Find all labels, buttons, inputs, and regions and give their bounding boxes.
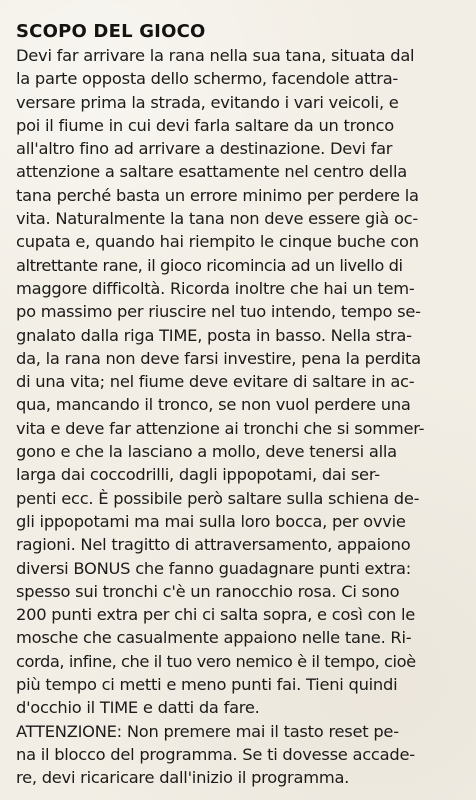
text-line: gnalato dalla riga TIME, posta in basso. Nella stra-: [16, 325, 412, 345]
text-line: attenzione a saltare esattamente nel centro della: [16, 162, 407, 182]
text-line: larga dai coccodrilli, dagli ippopotami, dai ser-: [16, 465, 380, 485]
text-line: vita. Naturalmente la tana non deve essere già oc-: [16, 209, 418, 229]
text-line: altrettante rane, il gioco ricomincia ad un livello di: [16, 255, 403, 275]
text-line: all'altro fino ad arrivare a destinazione. Devi far: [16, 139, 393, 159]
text-line: versare prima la strada, evitando i vari veicoli, e: [16, 92, 399, 112]
text-line: maggore difficoltà. Ricorda inoltre che hai un tem-: [16, 278, 415, 298]
text-line: gono e che la lasciano a mollo, deve tenersi alla: [16, 442, 397, 462]
text-line: vita e deve far attenzione ai tronchi che si sommer-: [16, 418, 425, 438]
text-line: d'occhio il TIME e datti da fare.: [16, 698, 260, 718]
page-title: SCOPO DEL GIOCO: [16, 21, 206, 42]
text-line: da, la rana non deve farsi investire, pena la perdita: [16, 348, 421, 368]
text-line: cupata e, quando hai riempito le cinque buche con: [16, 232, 419, 252]
text-line: più tempo ci metti e meno punti fai. Tieni quindi: [16, 675, 398, 695]
text-line: po massimo per riuscire nel tuo intendo, tempo se-: [16, 302, 421, 322]
text-line: ragioni. Nel tragitto di attraversamento, appaiono: [16, 535, 411, 555]
text-line: corda, infine, che il tuo vero nemico è il tempo, cioè: [16, 651, 416, 671]
text-line: diversi BONUS che fanno guadagnare punti extra:: [16, 558, 411, 578]
text-line: tana perché basta un errore minimo per perdere la: [16, 185, 419, 205]
text-line: ATTENZIONE: Non premere mai il tasto reset pe-: [16, 721, 399, 741]
text-line: penti ecc. È possibile però saltare sulla schiena de-: [16, 488, 420, 508]
text-line: gli ippopotami ma mai sulla loro bocca, per ovvie: [16, 511, 406, 531]
text-line: di una vita; nel fiume deve evitare di saltare in ac-: [16, 372, 415, 392]
text-line: qua, mancando il tronco, se non vuol perdere una: [16, 395, 411, 415]
text-line: spesso sui tronchi c'è un ranocchio rosa. Ci sono: [16, 581, 400, 601]
text-line: na il blocco del programma. Se ti dovesse accade-: [16, 744, 415, 764]
text-line: re, devi ricaricare dall'inizio il programma.: [16, 768, 350, 788]
text-line: 200 punti extra per chi ci salta sopra, e così con le: [16, 605, 416, 625]
text-line: poi il fiume in cui devi farla saltare da un tronco: [16, 115, 394, 135]
text-line: mosche che casualmente appaiono nelle tane. Ri-: [16, 628, 412, 648]
text-line: la parte opposta dello schermo, facendole attra-: [16, 69, 399, 89]
text-line: Devi far arrivare la rana nella sua tana, situata dal: [16, 46, 415, 65]
instruction-text: [16, 44, 460, 790]
